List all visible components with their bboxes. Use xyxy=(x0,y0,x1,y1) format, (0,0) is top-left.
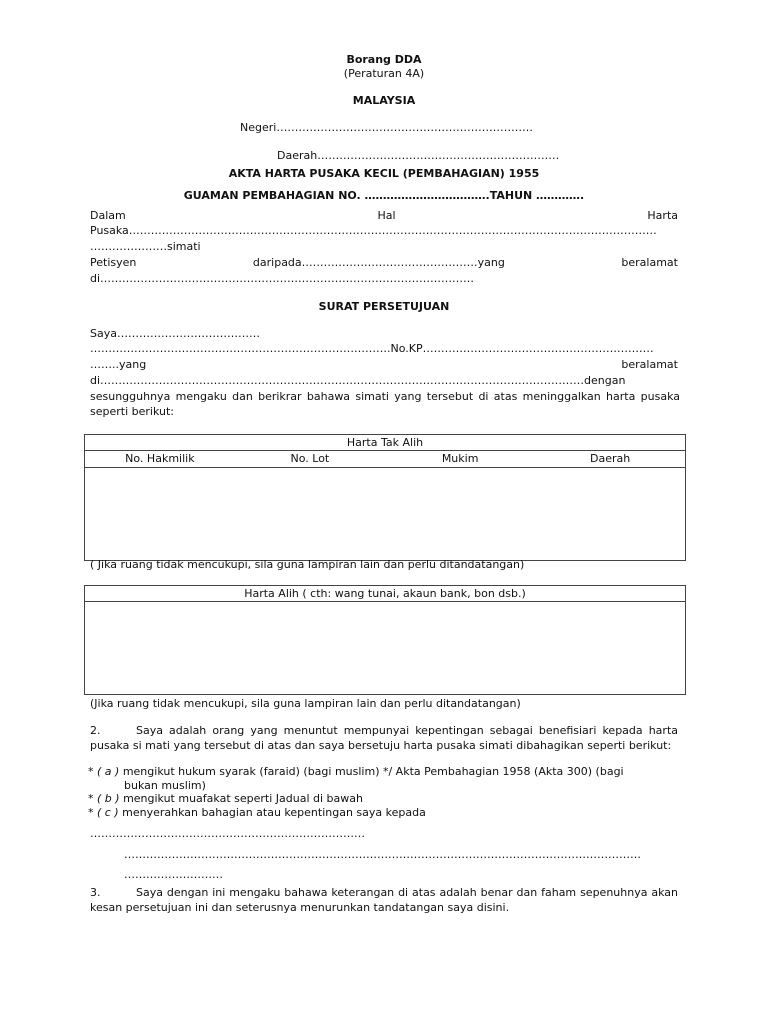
consent-yang: ……..yang xyxy=(90,358,147,371)
option-a-text-2: bukan muslim) xyxy=(124,779,206,792)
section3-number: 3. xyxy=(90,886,101,899)
consent-address-field[interactable]: di……………………………………………………………………………………………………………………dengan xyxy=(90,374,626,387)
negeri-field[interactable]: Negeri……………………………………………………………. xyxy=(240,121,533,134)
option-a-marker: * ( a ) xyxy=(88,765,120,778)
option-c-text: menyerahkan bahagian atau kepentingan saya kepada xyxy=(122,806,426,819)
movable-table-body[interactable] xyxy=(85,602,686,695)
option-b-text: mengikut muafakat seperti Jadual di bawah xyxy=(123,792,363,805)
estate-address-field[interactable]: di………………………………………………………………………………………… xyxy=(90,272,475,285)
estate-simati-field[interactable]: …………………simati xyxy=(90,240,201,253)
guaman-field[interactable]: GUAMAN PEMBAHAGIAN NO. …………………………….TAHUN …………. xyxy=(183,189,585,202)
consent-title: SURAT PERSETUJUAN xyxy=(318,300,450,313)
estate-pusaka-field[interactable]: Pusaka……………………………………………………………………………………………………………………………… xyxy=(90,224,657,237)
immovable-table-title: Harta Tak Alih xyxy=(85,435,686,451)
section2-text: Saya adalah orang yang menuntut mempunyai kepentingan sebagai benefisiari kepada harta pusaka si mati yang tersebut di atas dan saya bersetuju harta pusaka simati dibahagikan seperti berikut: xyxy=(90,724,678,753)
col-lot: No. Lot xyxy=(235,451,385,467)
movable-note: (Jika ruang tidak mencukupi, sila guna lampiran lain dan perlu ditandatangan) xyxy=(90,697,521,710)
consent-yang-line xyxy=(90,357,678,372)
regulation-label: (Peraturan 4A) xyxy=(343,67,425,80)
act-title: AKTA HARTA PUSAKA KECIL (PEMBAHAGIAN) 1955 xyxy=(228,167,540,180)
option-b-marker: * ( b ) xyxy=(88,792,120,805)
estate-petisyen-field[interactable]: daripada…………………………………………yang xyxy=(252,256,505,269)
estate-word-petisyen: Petisyen xyxy=(90,256,137,269)
option-c[interactable] xyxy=(88,805,426,820)
option-c-marker: * ( c ) xyxy=(88,806,119,819)
country-label: MALAYSIA xyxy=(352,94,416,107)
immovable-table-body[interactable] xyxy=(85,467,686,560)
estate-line-1 xyxy=(90,208,678,223)
consent-nokp-field[interactable]: ……………………………………………………………………….No.KP……………………………………………………… xyxy=(90,342,654,355)
daerah-field[interactable]: Daerah………………………………………………………… xyxy=(277,149,560,162)
recipient-field-2[interactable]: …………………………………………………………………………………………………………………………… xyxy=(124,848,641,861)
recipient-field-3[interactable]: ……………………… xyxy=(124,868,223,881)
col-mukim: Mukim xyxy=(385,451,535,467)
movable-table xyxy=(84,585,686,695)
consent-declaration: sesungguhnya mengaku dan berikrar bahawa simati yang tersebut di atas meninggalkan harta pusaka seperti berikut: xyxy=(90,390,680,419)
option-a-text: mengikut hukum syarak (faraid) (bagi muslim) */ Akta Pembahagian 1958 (Akta 300) (bagi xyxy=(122,765,624,778)
estate-word-beralamat: beralamat xyxy=(621,256,678,269)
estate-word-hal: Hal xyxy=(377,209,396,222)
immovable-note: ( Jika ruang tidak mencukupi, sila guna lampiran lain dan perlu ditandatangan) xyxy=(90,558,525,571)
estate-word-dalam: Dalam xyxy=(90,209,126,222)
col-hakmilik: No. Hakmilik xyxy=(85,451,235,467)
section2-number: 2. xyxy=(90,724,101,737)
col-daerah: Daerah xyxy=(535,451,685,467)
consent-beralamat: beralamat xyxy=(621,358,678,371)
estate-word-harta: Harta xyxy=(647,209,678,222)
form-title: Borang DDA xyxy=(346,53,422,66)
movable-table-title: Harta Alih ( cth: wang tunai, akaun bank, bon dsb.) xyxy=(85,586,686,602)
section3-text: Saya dengan ini mengaku bahawa keterangan di atas adalah benar dan faham sepenuhnya akan kesan persetujuan ini dan seterusnya menurunkan tandatangan saya disini. xyxy=(90,886,678,915)
estate-petisyen-line xyxy=(90,255,678,270)
recipient-field-1[interactable]: ………………………………………………………………… xyxy=(90,827,365,840)
immovable-table xyxy=(84,434,686,561)
consent-name-field[interactable]: Saya………………………………… xyxy=(90,327,260,340)
immovable-table-header xyxy=(85,451,686,467)
